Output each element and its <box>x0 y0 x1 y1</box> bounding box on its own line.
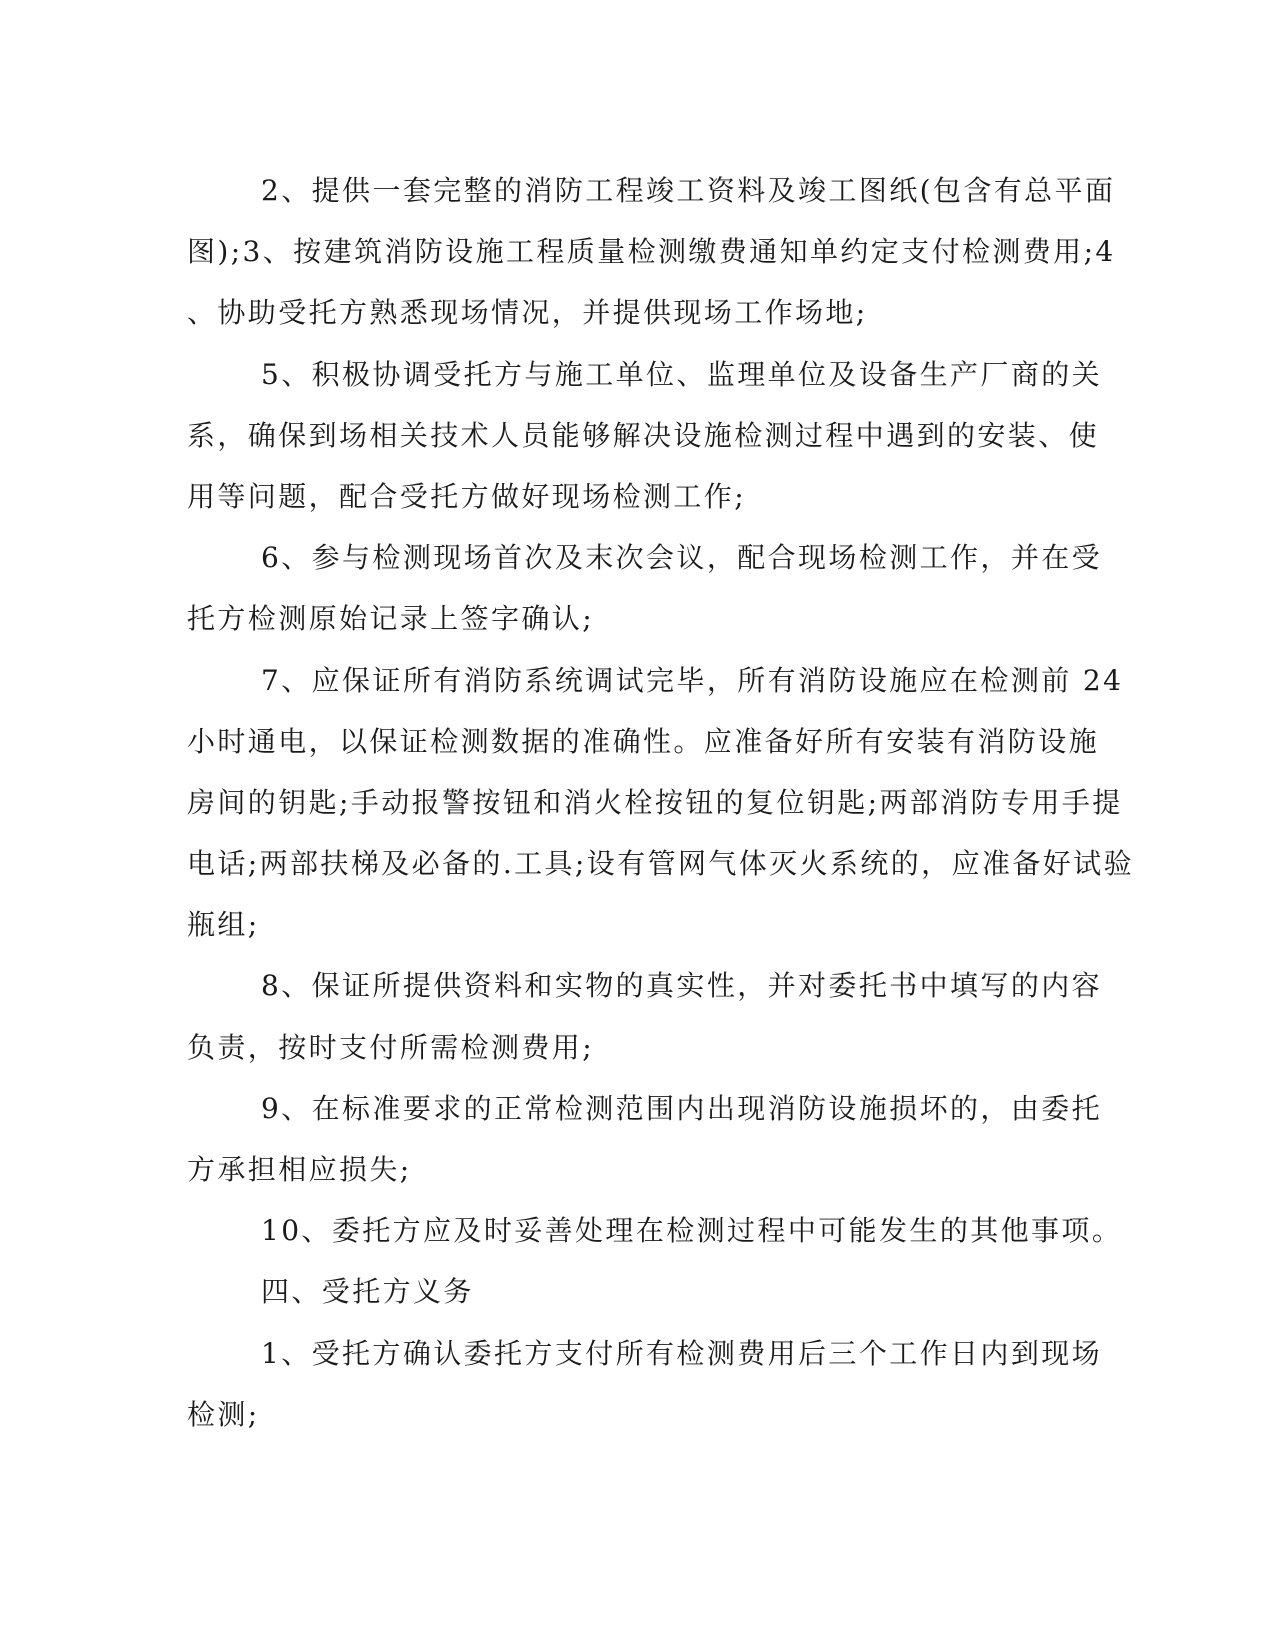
text-line: 6、参与检测现场首次及末次会议，配合现场检测工作，并在受 <box>261 541 1103 575</box>
text-line: 检测; <box>187 1397 260 1431</box>
text-line: 瓶组; <box>187 908 260 942</box>
text-line: 电话;两部扶梯及必备的.工具;设有管网气体灭火系统的，应准备好试验 <box>187 847 1134 881</box>
text-line: 房间的钥匙;手动报警按钮和消火栓按钮的复位钥匙;两部消防专用手提 <box>187 785 1123 819</box>
text-line: 2、提供一套完整的消防工程竣工资料及竣工图纸(包含有总平面 <box>261 174 1116 207</box>
text-line: 小时通电，以保证检测数据的准确性。应准备好所有安装有消防设施 <box>187 724 1100 758</box>
text-line: 用等问题，配合受托方做好现场检测工作; <box>187 479 747 513</box>
text-line: 方承担相应损失; <box>187 1153 412 1186</box>
text-line: 5、积极协调受托方与施工单位、监理单位及设备生产厂商的关 <box>261 357 1103 391</box>
text-line: 托方检测原始记录上签字确认; <box>187 602 595 636</box>
text-line: 9、在标准要求的正常检测范围内出现消防设施损坏的，由委托 <box>261 1091 1103 1125</box>
text-line: 1、受托方确认委托方支付所有检测费用后三个工作日内到现场 <box>261 1336 1103 1370</box>
text-line: 、协助受托方熟悉现场情况，并提供现场工作场地; <box>187 296 868 330</box>
text-line: 7、应保证所有消防系统调试完毕，所有消防设施应在检测前 24 <box>261 663 1124 697</box>
text-line: 8、保证所提供资料和实物的真实性，并对委托书中填写的内容 <box>261 969 1103 1003</box>
text-line: 负责，按时支付所需检测费用; <box>187 1030 595 1064</box>
text-line: 四、受托方义务 <box>261 1275 474 1309</box>
document-body <box>187 160 1134 1445</box>
text-line: 系，确保到场相关技术人员能够解决设施检测过程中遇到的安装、使 <box>187 418 1100 452</box>
text-line: 10、委托方应及时妥善处理在检测过程中可能发生的其他事项。 <box>261 1214 1123 1248</box>
text-line: 图);3、按建筑消防设施工程质量检测缴费通知单约定支付检测费用;4 <box>187 235 1116 269</box>
